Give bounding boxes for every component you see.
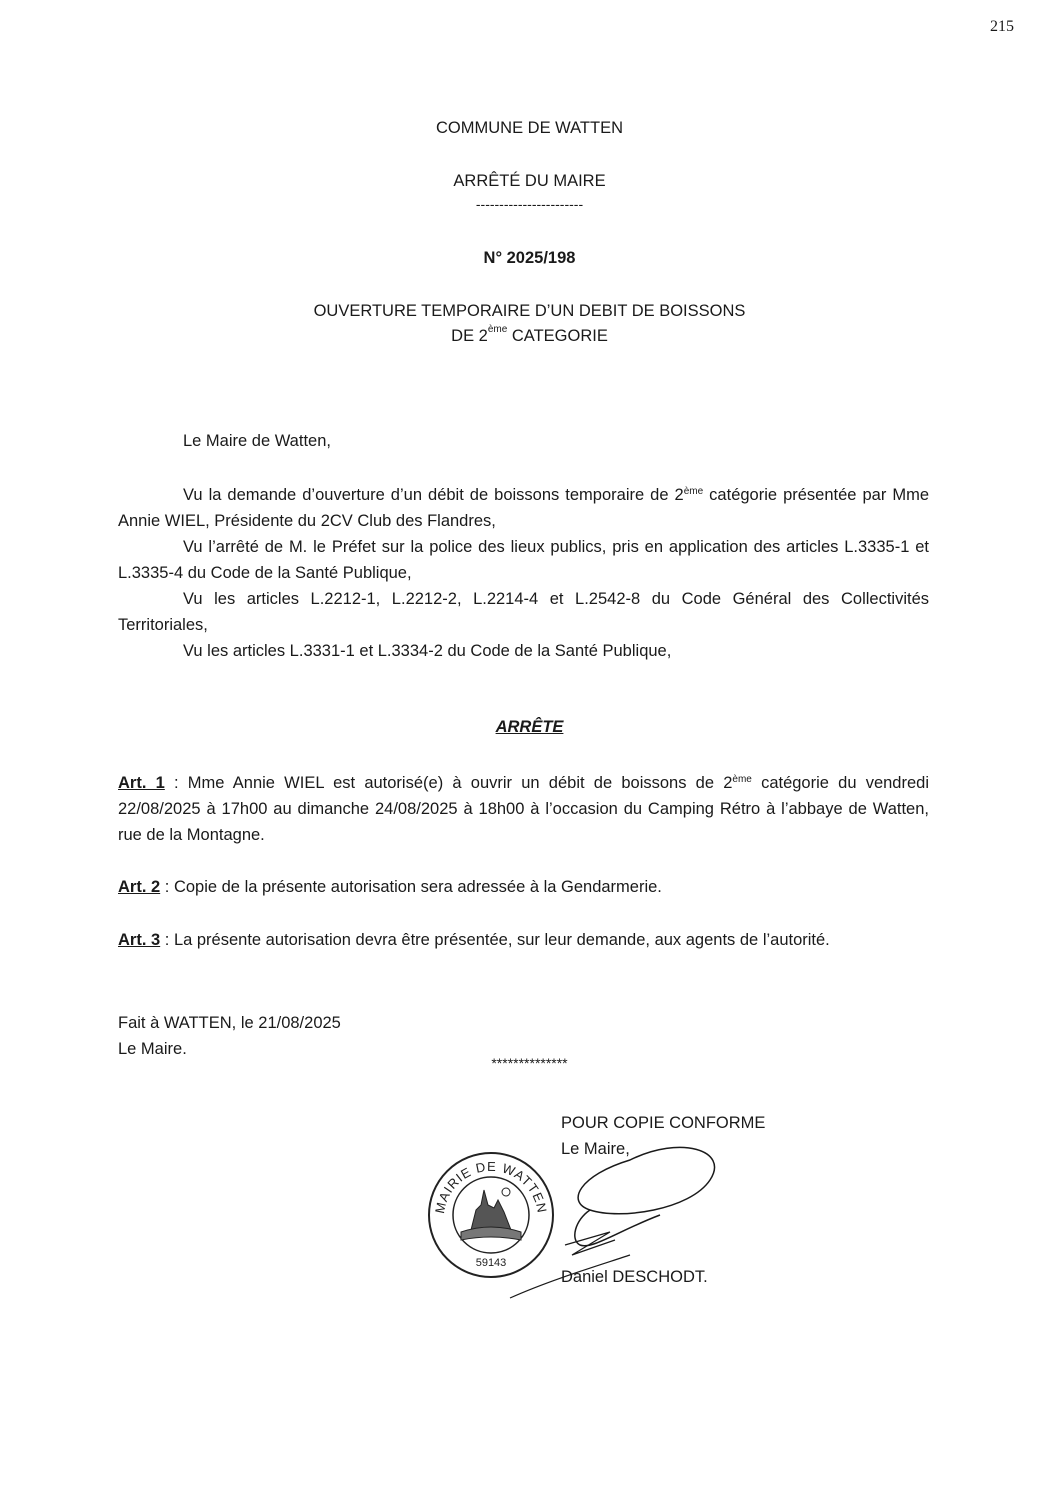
considerant-4: Vu les articles L.3331-1 et L.3334-2 du Code de la Santé Publique, <box>183 642 672 660</box>
stamp-text-top: MAIRIE DE WATTEN <box>432 1158 550 1215</box>
subject-line-2: DE 2ème CATEGORIE <box>451 324 608 345</box>
le-maire-line: Le Maire. <box>118 1040 187 1058</box>
stars-separator: ************** <box>491 1055 568 1071</box>
article-3: Art. 3 : La présente autorisation devra être présentée, sur leur demande, aux agents de l’autorité. <box>118 931 830 949</box>
considerant-1: Vu la demande d’ouverture d’un débit de boissons temporaire de 2ème catégorie présentée par Mme Annie WIEL, Présidente du 2CV Club des Flandres, <box>118 486 929 530</box>
subject-line-1: OUVERTURE TEMPORAIRE D’UN DEBIT DE BOISSONS <box>313 302 746 320</box>
article-2: Art. 2 : Copie de la présente autorisation sera adressée à la Gendarmerie. <box>118 878 662 896</box>
copie-maire-label: Le Maire, <box>561 1140 630 1158</box>
arrete-heading: ARRÊTE <box>495 718 564 736</box>
fait-line: Fait à WATTEN, le 21/08/2025 <box>118 1014 341 1032</box>
considerant-3: Vu les articles L.2212-1, L.2212-2, L.2214-4 et L.2542-8 du Code Général des Collectivités Territoriales, <box>118 590 929 634</box>
salutation: Le Maire de Watten, <box>183 432 331 450</box>
decree-number: N° 2025/198 <box>483 249 576 267</box>
article-1: Art. 1 : Mme Annie WIEL est autorisé(e) à ouvrir un débit de boissons de 2ème catégorie du vendredi 22/08/2025 à 17h00 au dimanche 24/08/2025 à 18h00 à l’occasion du Camping Rétro à l’abbaye de Watten, rue de la Montagne. <box>118 774 929 844</box>
stamp-text-bottom: 59143 <box>475 1257 507 1269</box>
commune-title: COMMUNE DE WATTEN <box>436 119 623 137</box>
page-number: 215 <box>990 18 1014 35</box>
title-separator: ----------------------- <box>475 196 584 212</box>
copie-conforme-label: POUR COPIE CONFORME <box>561 1114 766 1132</box>
signatory-name: Daniel DESCHODT. <box>561 1268 708 1286</box>
document-title: ARRÊTÉ DU MAIRE <box>453 172 606 190</box>
considerant-2: Vu l’arrêté de M. le Préfet sur la police des lieux publics, pris en application des articles L.3335-1 et L.3335-4 du Code de la Santé Publique, <box>118 538 929 582</box>
